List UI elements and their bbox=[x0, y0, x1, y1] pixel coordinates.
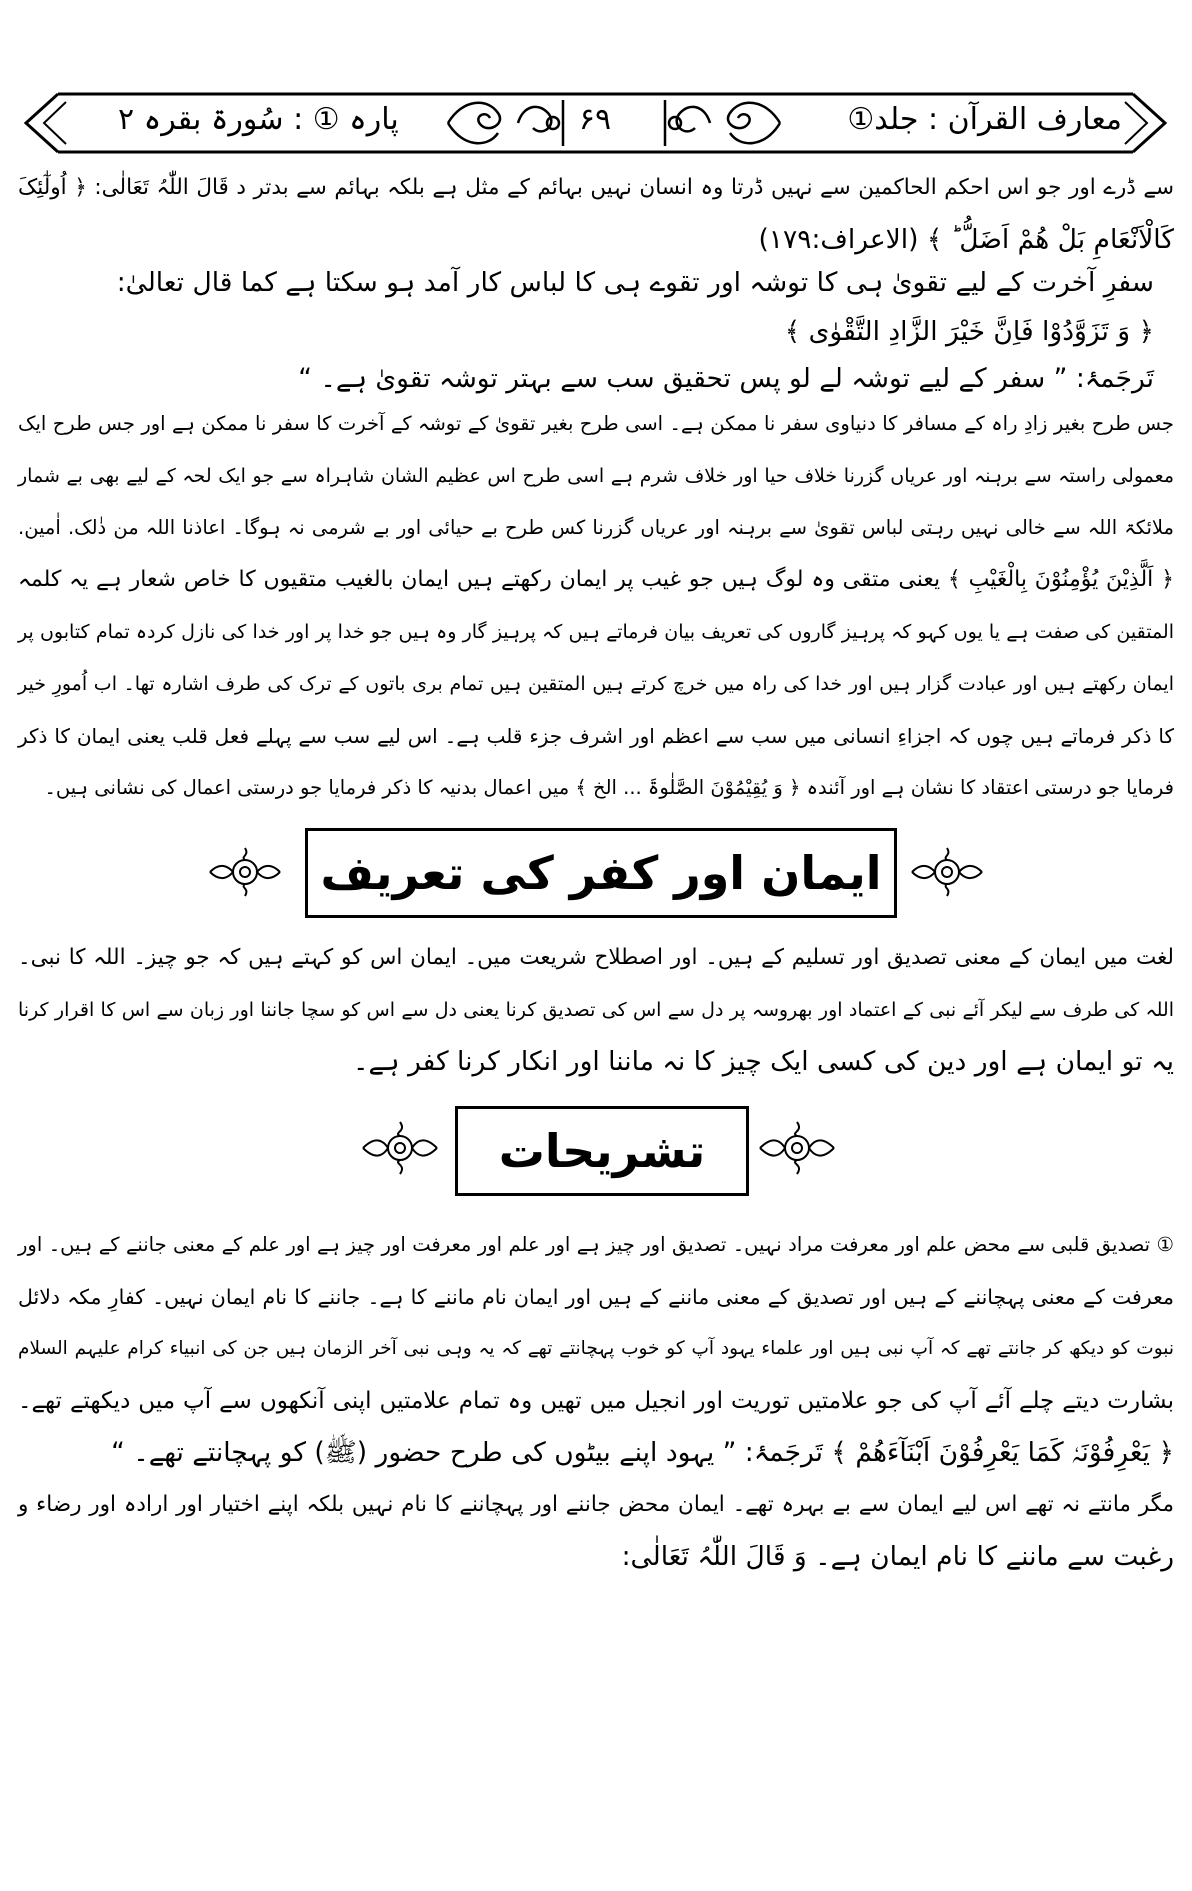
explanation-line: ① تصدیق قلبی سے محض علم اور معرفت مراد نہیں۔ تصدیق اور چیز ہے اور علم اور معرفت اور چیز ہے اور علم کے معنی جاننے کے ہیں۔ اور bbox=[18, 1233, 1174, 1256]
floral-ornament-icon bbox=[355, 1116, 445, 1180]
text-line: ایمان رکھتے ہیں اور عبادت گزار ہیں اور خدا کی راہ میں خرچ کرتے ہیں المتقین ہیں تمام بری باتوں کے ترک کی طرف اشارہ تھا۔ اب اُمورِ خیر bbox=[18, 673, 1174, 695]
text-line: فرمایا جو درستی اعتقاد کا نشان ہے اور آئندہ ﴿ وَ یُقِیْمُوْنَ الصَّلٰوۃَ ... الخ ﴾ میں اعمال بدنیہ کا ذکر فرمایا جو درستی اعمال کی نشانی ہیں۔ bbox=[44, 776, 1174, 799]
section-heading-banner bbox=[0, 1098, 1192, 1198]
text-line: معمولی راستہ سے برہنہ اور عریاں گزرنا خلاف حیا اور خلاف شرم ہے اسی طرح اس عظیم الشان شاہراہ سے جو ایک لحہ کے لیے بھی بے شمار bbox=[18, 465, 1174, 487]
definition-line: لغت میں ایمان کے معنی تصدیق اور تسلیم کے ہیں۔ اور اصطلاح شریعت میں۔ ایمان اس کو کہتے ہیں کہ جو چیز۔ اللہ کا نبی۔ bbox=[18, 945, 1174, 970]
definition-line: یہ تو ایمان ہے اور دین کی کسی ایک چیز کا نہ ماننا اور انکار کرنا کفر ہے۔ bbox=[352, 1046, 1174, 1077]
explanation-line: معرفت کے معنی پہچاننے کے ہیں اور تصدیق کے معنی ماننے کے ہیں اور ایمان نام ماننے کا ہے۔ جاننے کا نام ایمان نہیں۔ کفارِ مکہ دلائل bbox=[18, 1285, 1174, 1309]
text-line: المتقین کی صفت ہے یا یوں کہو کہ پرہیز گاروں کی تعریف بیان فرماتے ہیں کہ پرہیز گار وہ ہیں جو خدا پر اور خدا کی نازل کردہ تمام کتابوں پر bbox=[18, 621, 1174, 643]
quran-verse: ﴿ وَ تَزَوَّدُوْا فَاِنَّ خَیْرَ الزَّادِ التَّقْوٰی ﴾ bbox=[784, 316, 1154, 347]
book-title: معارف القرآن : جلد① bbox=[847, 102, 1122, 137]
page-header bbox=[0, 88, 1192, 158]
floral-ornament-icon bbox=[200, 842, 290, 902]
explanation-line: رغبت سے ماننے کا نام ایمان ہے۔ وَ قَالَ اللّٰہُ تَعَالٰی: bbox=[621, 1541, 1174, 1572]
definition-line: اللہ کی طرف سے لیکر آئے نبی کے اعتماد اور بھروسہ پر دل سے اس کی تصدیق کرنا یعنی دل سے اس کو سچا جاننا اور زبان سے اس کا اقرار کرنا bbox=[18, 999, 1174, 1021]
page-number: ۶۹ bbox=[578, 102, 612, 137]
section-title: تشریحات bbox=[498, 1124, 706, 1178]
floral-ornament-icon bbox=[752, 1116, 842, 1180]
section-reference: پارہ ① : سُورۃ بقرہ ۲ bbox=[118, 102, 399, 137]
section-title-box bbox=[305, 828, 897, 918]
section-heading-banner bbox=[0, 820, 1192, 920]
section-title: ایمان اور کفر کی تعریف bbox=[320, 846, 882, 900]
explanation-line: بشارت دیتے چلے آئے آپ کی جو علامتیں توریت اور انجیل میں تھیں وہ تمام علامتیں اپنی آنکھوں سے آپ میں دیکھتے تھے۔ bbox=[18, 1388, 1174, 1414]
text-line: جس طرح بغیر زادِ راہ کے مسافر کا دنیاوی سفر نا ممکن ہے۔ اسی طرح بغیر تقویٰ کے توشہ کے آخرت کا سفر نا ممکن ہے اور جس طرح ایک bbox=[18, 412, 1174, 435]
text-line: سفرِ آخرت کے لیے تقویٰ ہی کا توشہ اور تقوے ہی کا لباس کار آمد ہو سکتا ہے کما قال تعالیٰ: bbox=[116, 267, 1154, 298]
explanation-line: ﴿ یَعْرِفُوْنَہٗ کَمَا یَعْرِفُوْنَ اَبْنَآءَھُمْ ﴾ تَرجَمۂ: ” یہود اپنے بیٹوں کی طرح حضور (ﷺ) کو پہچانتے تھے۔ “ bbox=[111, 1437, 1174, 1468]
explanation-line: نبوت کو دیکھ کر جانتے تھے کہ آپ نبی ہیں اور علماء یہود آپ کو خوب پہچانتے تھے کہ یہ وہی نبی آخر الزمان ہیں جن کی انبیاء کرام علیہم السلام bbox=[18, 1338, 1174, 1359]
text-line: ملائکۃ اللہ سے خالی نہیں رہتی لباس تقویٰ سے برہنہ اور عریاں گزرنا کس طرح بے حیائی اور بے شرمی نہ ہوگا۔ اعاذنا اللہ من ذٰلک. اٰمین. bbox=[18, 516, 1174, 539]
text-line: کَالْاَنْعَامِ بَلْ ھُمْ اَضَلُّ ؕ ﴾ (الاعراف:۱۷۹) bbox=[758, 224, 1174, 255]
text-line: ﴿ اَلَّذِیْنَ یُؤْمِنُوْنَ بِالْغَیْبِ ﴾ یعنی متقی وہ لوگ ہیں جو غیب پر ایمان رکھتے ہیں ایمان بالغیب متقیوں کا خاص شعار ہے یہ کلمہ bbox=[18, 567, 1174, 592]
floral-ornament-icon bbox=[902, 842, 992, 902]
explanation-line: مگر مانتے نہ تھے اس لیے ایمان سے بے بہرہ تھے۔ ایمان محض جاننے اور پہچاننے کا نام نہیں بلکہ اپنے اختیار اور ارادہ اور رضاء و bbox=[18, 1492, 1175, 1517]
section-title-box bbox=[455, 1106, 749, 1196]
text-line: سے ڈرے اور جو اس احکم الحاکمین سے نہیں ڈرتا وہ انسان نہیں بہائم کے مثل ہے بلکہ بہائم سے بدتر د قَالَ اللّٰہُ تَعَالٰی: ﴿ اُولٰٓئِکَ bbox=[18, 175, 1174, 200]
translation-line: تَرجَمۂ: ” سفر کے لیے توشہ لے لو پس تحقیق سب سے بہتر توشہ تقویٰ ہے۔ “ bbox=[298, 363, 1154, 394]
text-line: کا ذکر فرماتے ہیں چوں کہ اجزاءِ انسانی میں سب سے اعظم اور اشرف جزء قلب ہے۔ اس لیے سب سے پہلے فعل قلب یعنی ایمان کا ذکر bbox=[18, 724, 1174, 748]
